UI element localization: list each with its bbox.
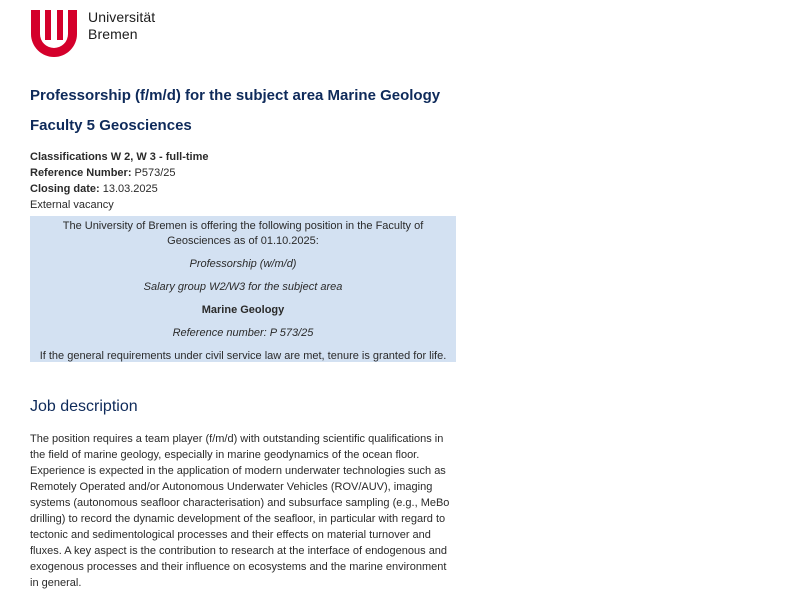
page-title: Professorship (f/m/d) for the subject area Marine Geology bbox=[30, 87, 441, 104]
job-description-heading: Job description bbox=[30, 398, 138, 415]
classifications: Classifications W 2, W 3 - full-time bbox=[30, 151, 209, 163]
logo-line-2: Bremen bbox=[88, 26, 138, 42]
university-logo-text bbox=[88, 9, 155, 43]
reference-label: Reference Number: bbox=[30, 167, 132, 179]
box-reference: Reference number: P 573/25 bbox=[172, 327, 314, 339]
position-summary-box bbox=[30, 216, 456, 362]
box-intro: The University of Bremen is offering the following position in the Faculty of Geosciences as of 01.10.2025: bbox=[62, 220, 424, 247]
reference-number bbox=[30, 165, 456, 181]
reference-value: P573/25 bbox=[131, 167, 176, 179]
job-description-text: The position requires a team player (f/m/d) with outstanding scientific qualifications in the field of marine geology, especially in marine geodynamics of the ocean floor. Experience is expected in the application of modern underwater technologies such as Remotely Operated and/or Autonomous Underwater Vehicles (ROV/AUV), imaging systems (autonomous seafloor characterisation) and subsurface sampling (e.g., MeBo drilling) to record the dynamic development of the seafloor, in particular with regard to tectonic and sedimentological processes and their effects on material turnover and fluxes. A key aspect is the contribution to research at the interface of endogenous and exogenous processes and their influence on ecosystems and the marine environment in general. bbox=[30, 433, 450, 589]
box-salary: Salary group W2/W3 for the subject area bbox=[143, 281, 343, 293]
vacancy-type: External vacancy bbox=[30, 199, 114, 211]
university-logo[interactable] bbox=[30, 10, 155, 58]
closing-value: 13.03.2025 bbox=[99, 183, 158, 195]
box-subject: Marine Geology bbox=[201, 304, 285, 316]
closing-label: Closing date: bbox=[30, 183, 100, 195]
closing-date bbox=[30, 181, 456, 197]
box-position: Professorship (w/m/d) bbox=[189, 258, 297, 270]
university-logo-mark-icon bbox=[30, 10, 78, 58]
job-posting bbox=[30, 86, 456, 591]
box-tenure: If the general requirements under civil service law are met, tenure is granted for life. bbox=[39, 350, 447, 362]
posting-meta bbox=[30, 149, 456, 213]
logo-line-1: Universität bbox=[88, 9, 156, 25]
faculty-heading: Faculty 5 Geosciences bbox=[30, 117, 192, 134]
